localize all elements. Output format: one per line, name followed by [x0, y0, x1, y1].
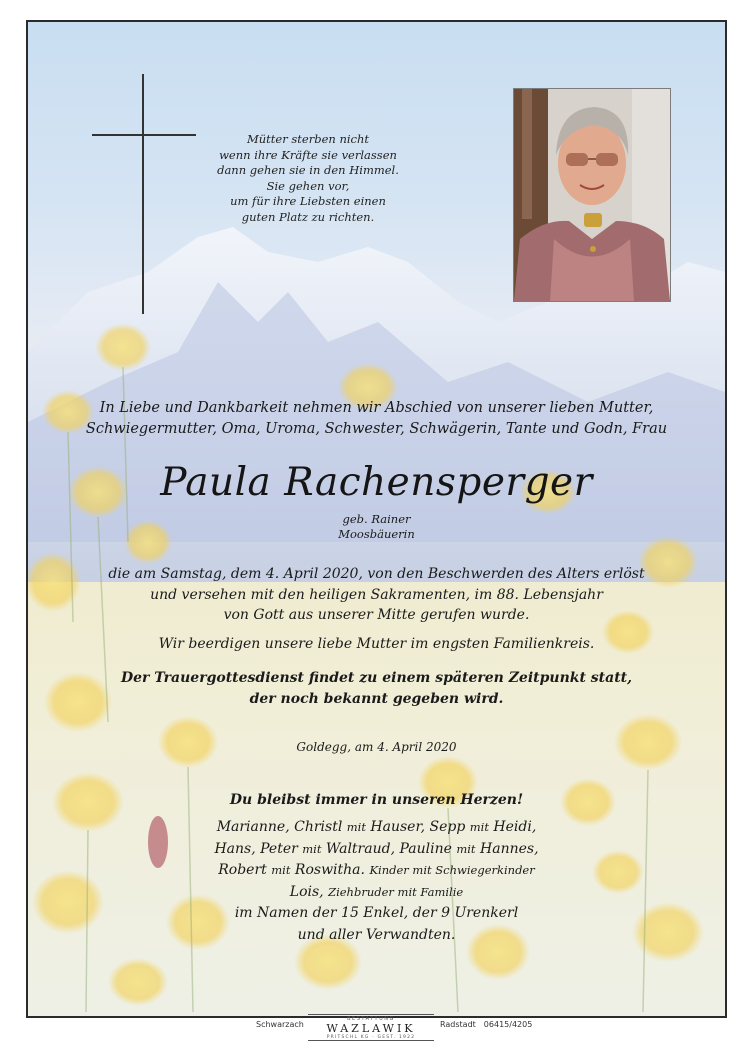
family-line [28, 860, 725, 882]
family-names: Hannes, [475, 840, 539, 857]
family-list [28, 817, 725, 946]
birth-name [28, 512, 725, 542]
family-line: im Namen der 15 Enkel, der 9 Urenkerl [234, 905, 519, 921]
poem-line: um für ihre Liebsten einen [230, 194, 386, 208]
body-line: von Gott aus unserer Mitte gerufen wurde. [223, 607, 530, 623]
cross-horizontal [92, 134, 196, 136]
footer-phone: 06415/4205 [483, 1020, 533, 1029]
family-role: Kinder mit Schwiegerkinder [369, 863, 535, 877]
intro-text [28, 398, 725, 440]
logo-top-text: BESTATTUNG [308, 1014, 434, 1022]
intro-line: In Liebe und Dankbarkeit nehmen wir Abschied von unserer lieben Mutter, [99, 400, 654, 416]
cross-vertical [142, 74, 144, 314]
family-line [28, 817, 725, 839]
nickname-line: Moosbäuerin [338, 527, 415, 541]
death-notice-text [28, 564, 725, 626]
family-names: Waltraud, Pauline [321, 840, 457, 857]
portrait-photo [513, 88, 671, 302]
body-line: die am Samstag, dem 4. April 2020, von den Beschwerden des Alters erlöst [108, 566, 645, 582]
service-line: der noch bekannt gegeben wird. [249, 691, 504, 707]
service-line: Der Trauergottesdienst findet zu einem späteren Zeitpunkt statt, [120, 670, 633, 686]
family-names: Robert [218, 862, 272, 878]
burial-text: Wir beerdigen unsere liebe Mutter im engsten Familienkreis. [158, 636, 595, 652]
family-connector: mit [346, 820, 366, 834]
funeral-home-logo [308, 1014, 434, 1040]
poem-line: dann gehen sie in den Himmel. [217, 163, 399, 177]
family-line [28, 839, 725, 861]
footer [0, 1014, 750, 1060]
family-connector: mit [469, 820, 489, 834]
portrait-image [514, 89, 670, 301]
obituary-card [26, 20, 727, 1018]
place-date: Goldegg, am 4. April 2020 [296, 740, 457, 754]
footer-place-right: Radstadt [440, 1020, 476, 1029]
motto: Du bleibst immer in unseren Herzen! [229, 792, 524, 808]
family-line: und aller Verwandten. [297, 926, 456, 943]
service-notice [28, 668, 725, 710]
family-names: Roswitha. [290, 862, 370, 878]
intro-line: Schwiegermutter, Oma, Uroma, Schwester, Schwägerin, Tante und Godn, Frau [85, 421, 668, 437]
family-role: Ziehbruder mit Familie [328, 884, 464, 899]
deceased-name: Paula Rachensperger [160, 460, 593, 505]
body-line: und versehen mit den heiligen Sakramenten, im 88. Lebensjahr [150, 586, 603, 603]
family-connector: mit [271, 863, 291, 877]
family-line [28, 882, 725, 904]
family-names: Marianne, Christl [216, 819, 347, 835]
logo-main-text: WAZLAWIK [326, 1022, 416, 1035]
footer-location-left: Schwarzach [256, 1020, 304, 1029]
logo-sub-text: PRITSCHL KG · GEST. 1922 [308, 1035, 434, 1041]
family-names: Heidi, [488, 819, 537, 835]
family-names: Hauser, Sepp [365, 819, 470, 835]
poem-line: wenn ihre Kräfte sie verlassen [219, 147, 397, 162]
family-names: Lois, [289, 883, 329, 900]
family-connector: mit [302, 841, 322, 856]
family-connector: mit [456, 841, 476, 856]
poem [208, 132, 408, 225]
born-line: geb. Rainer [342, 512, 411, 526]
footer-location-right [440, 1020, 532, 1029]
poem-line: Sie gehen vor, [266, 178, 350, 193]
poem-line: Mütter sterben nicht [247, 132, 369, 146]
family-names: Hans, Peter [214, 840, 303, 857]
poem-line: guten Platz zu richten. [241, 209, 375, 224]
